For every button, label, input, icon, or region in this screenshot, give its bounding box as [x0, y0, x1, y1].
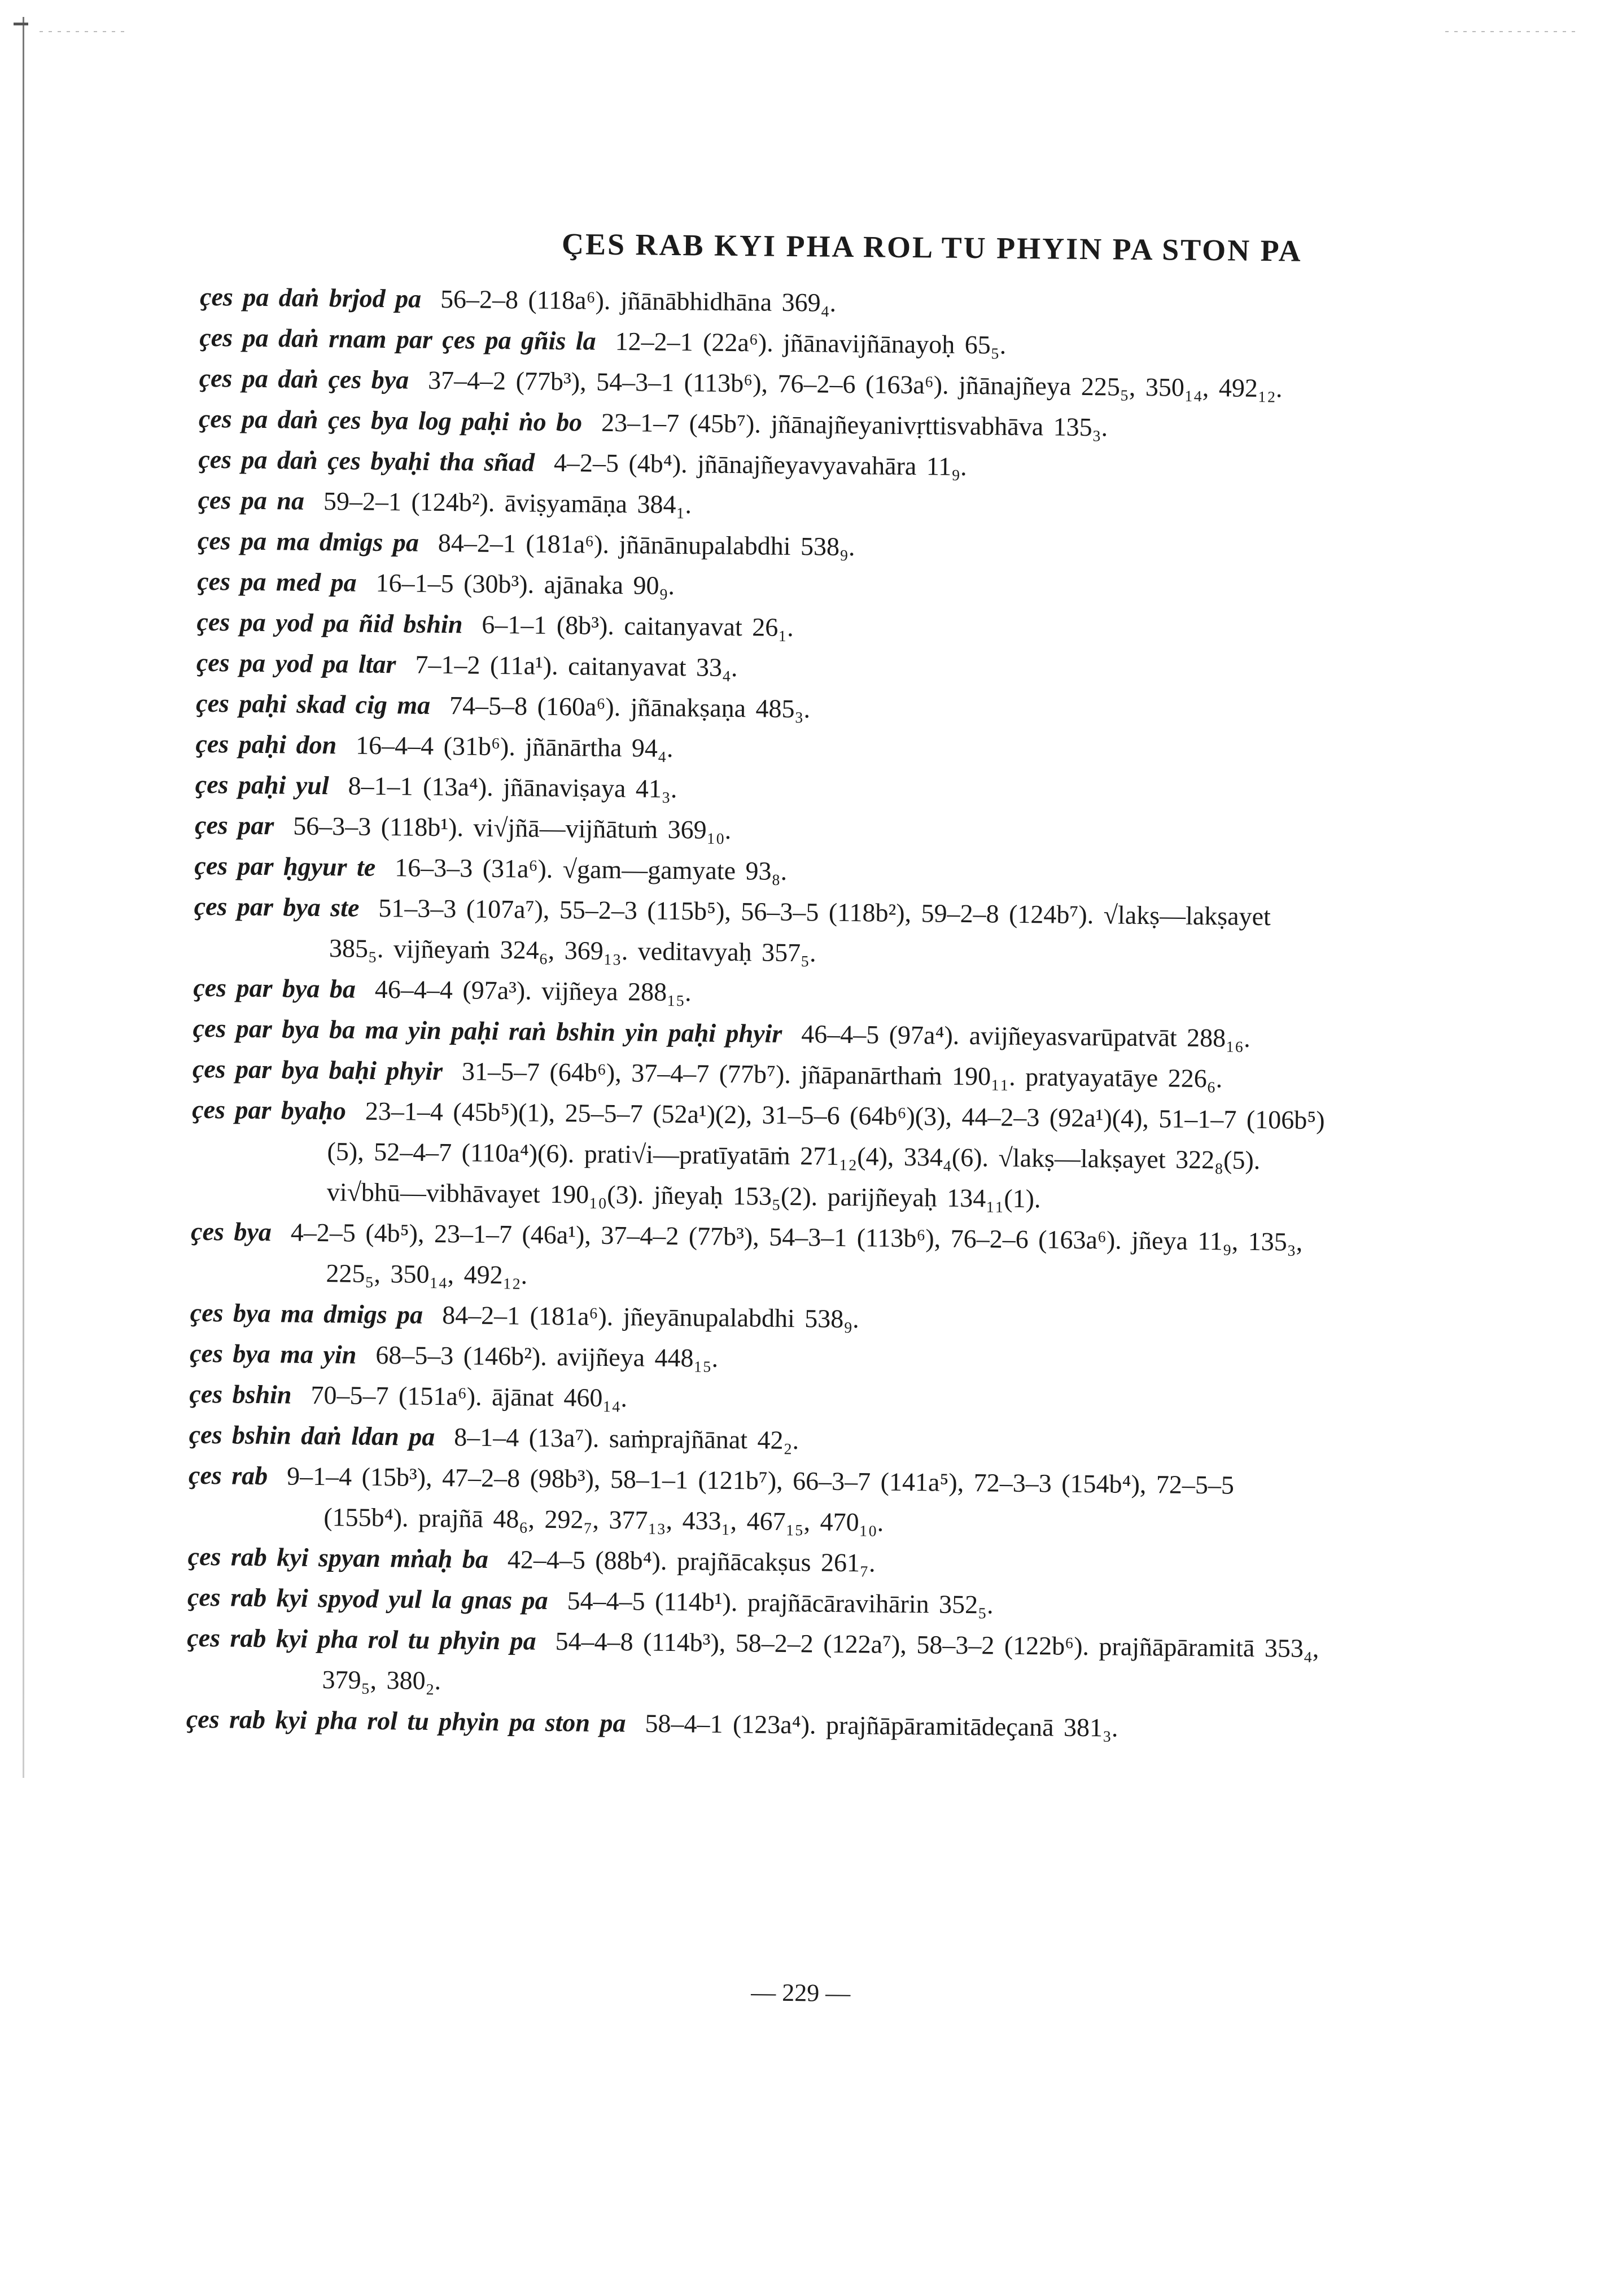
- entry-references: 56–2–8 (118a⁶). jñānābhidhāna 369₄.: [440, 284, 837, 317]
- entry-references: 4–2–5 (4b⁵), 23–1–7 (46a¹), 37–4–2 (77b³), 54–3–1 (113b⁶), 76–2–6 (163a⁶). jñeya 11₉, 135₃, 225₅, 350₁₄, 492₁₂.: [290, 1217, 1303, 1290]
- entry-references: 31–5–7 (64b⁶), 37–4–7 (77b⁷). jñāpanārthaṁ 190₁₁. pratyayatāye 226₆.: [461, 1057, 1223, 1093]
- dictionary-entry: [190, 1211, 1326, 1303]
- entry-headword: ҫes bya: [190, 1216, 272, 1247]
- entry-headword: ҫes paḥi yul: [195, 769, 329, 800]
- entry-headword: ҫes par bya ba: [193, 972, 356, 1004]
- entry-headword: ҫes pa daṅ brjod pa: [199, 282, 422, 313]
- entry-headword: ҫes pa med pa: [197, 566, 357, 597]
- entry-references: 7–1–2 (11a¹). caitanyavat 33₄.: [415, 650, 738, 682]
- entry-headword: ҫes paḥi skad cig ma: [195, 688, 431, 720]
- entry-headword: ҫes pa daṅ rnam par ҫes pa gñis la: [199, 322, 596, 356]
- entry-headword: ҫes bshin daṅ ldan pa: [189, 1419, 435, 1451]
- entry-headword: ҫes pa ma dmigs pa: [197, 525, 419, 557]
- entry-list: [186, 277, 1335, 1750]
- entry-references: 46–4–5 (97a⁴). avijñeyasvarūpatvāt 288₁₆.: [801, 1019, 1250, 1053]
- entry-references: 70–5–7 (151a⁶). ājānat 460₁₄.: [311, 1380, 628, 1413]
- entry-references: 56–3–3 (118b¹). vi√jñā—vijñātuṁ 369₁₀.: [293, 811, 732, 844]
- entry-headword: ҫes pa daṅ ҫes bya log paḥi ṅo bo: [198, 404, 583, 437]
- entry-references: 4–2–5 (4b⁴). jñānajñeyavyavahāra 11₉.: [553, 448, 967, 481]
- entry-headword: ҫes pa yod pa ltar: [196, 647, 396, 679]
- entry-references: 54–4–5 (114b¹). prajñācāravihārin 352₅.: [567, 1586, 994, 1619]
- entry-references: 8–1–1 (13a⁴). jñānaviṣaya 41₃.: [348, 771, 677, 804]
- entry-references: 42–4–5 (88b⁴). prajñācakṣus 261₇.: [507, 1545, 876, 1578]
- entry-headword: ҫes paḥi don: [195, 729, 337, 760]
- entry-references: 23–1–4 (45b⁵)(1), 25–5–7 (52a¹)(2), 31–5–6 (64b⁶)(3), 44–2–3 (92a¹)(4), 51–1–7 (106b⁵)(5), 52–4–7 (110a⁴)(6). prati√i—pratīyatāṁ 271₁₂(4), 334₄(6). √lakṣ—lakṣayet 322₈(5). vi√bhū—vibhāvayet 190₁₀(3). jñeyaḥ 153₅(2). parijñeyaḥ 134₁₁(1).: [326, 1096, 1325, 1213]
- entry-references: 16–4–4 (31b⁶). jñānārtha 94₄.: [355, 730, 674, 763]
- entry-references: 46–4–4 (97a³). vijñeya 288₁₅.: [374, 974, 692, 1007]
- entry-headword: ҫes par: [194, 810, 274, 840]
- entry-headword: ҫes bya ma dmigs pa: [190, 1298, 423, 1329]
- page-number: — 229 —: [751, 1978, 851, 2008]
- entry-headword: ҫes bshin: [189, 1379, 292, 1409]
- entry-headword: ҫes pa yod pa ñid bshin: [196, 607, 463, 639]
- entry-references: 59–2–1 (124b²). āviṣyamāṇa 384₁.: [323, 487, 692, 519]
- dictionary-entry: [188, 1455, 1323, 1547]
- running-header: ÇES RAB KYI PHA ROL TU PHYIN PA STON PA: [561, 227, 1302, 268]
- entry-headword: ҫes rab kyi spyan mṅaḥ ba: [187, 1541, 489, 1574]
- entry-references: 51–3–3 (107a⁷), 55–2–3 (115b⁵), 56–3–5 (118b²), 59–2–8 (124b⁷). √lakṣ—lakṣayet 385₅. vijñeyaṁ 324₆, 369₁₃. veditavyaḥ 357₅.: [329, 893, 1271, 967]
- entry-headword: ҫes rab kyi pha rol tu phyin pa ston pa: [186, 1704, 626, 1738]
- entry-references: 9–1–4 (15b³), 47–2–8 (98b³), 58–1–1 (121b⁷), 66–3–7 (141a⁵), 72–3–3 (154b⁴), 72–5–5 (155b⁴). prajñā 48₆, 292₇, 377₁₃, 433₁, 467₁₅, 470₁₀.: [286, 1461, 1235, 1537]
- entry-headword: ҫes pa daṅ ҫes byaḥi tha sñad: [198, 444, 535, 477]
- entry-references: 54–4–8 (114b³), 58–2–2 (122a⁷), 58–3–2 (122b⁶). prajñāpāramitā 353₄, 379₅, 380₂.: [322, 1627, 1319, 1695]
- entry-headword: ҫes par ḥgyur te: [194, 851, 376, 882]
- dictionary-entry: [194, 886, 1329, 978]
- entry-references: 8–1–4 (13a⁷). saṁprajñānat 42₂.: [454, 1422, 799, 1455]
- entry-headword: ҫes par byaḥo: [192, 1094, 347, 1125]
- entry-references: 84–2–1 (181a⁶). jñānānupalabdhi 538₉.: [438, 528, 855, 562]
- entry-headword: ҫes pa daṅ ҫes bya: [199, 363, 409, 395]
- entry-references: 12–2–1 (22a⁶). jñānavijñānayoḥ 65₅.: [615, 326, 1007, 360]
- dictionary-entry: [186, 1618, 1322, 1710]
- entry-references: 74–5–8 (160a⁶). jñānakṣaṇa 485₃.: [449, 691, 811, 724]
- entry-references: 6–1–1 (8b³). caitanyavat 26₁.: [482, 610, 794, 642]
- entry-headword: ҫes par bya baḥi phyir: [192, 1054, 443, 1086]
- dictionary-entry: [191, 1089, 1327, 1222]
- entry-references: 16–1–5 (30b³). ajānaka 90₉.: [375, 568, 675, 600]
- entry-headword: ҫes rab: [188, 1460, 268, 1491]
- entry-references: 58–4–1 (123a⁴). prajñāpāramitādeҫanā 381₃.: [645, 1708, 1118, 1742]
- entry-references: 16–3–3 (31a⁶). √gam—gamyate 93₈.: [394, 853, 788, 886]
- entry-headword: ҫes par bya ba ma yin paḥi raṅ bshin yin paḥi phyir: [193, 1013, 782, 1048]
- entry-references: 68–5–3 (146b²). avijñeya 448₁₅.: [375, 1340, 719, 1373]
- entry-references: 84–2–1 (181a⁶). jñeyānupalabdhi 538₉.: [441, 1300, 860, 1334]
- entry-headword: ҫes pa na: [198, 485, 305, 515]
- entry-headword: ҫes par bya ste: [194, 891, 360, 922]
- entry-headword: ҫes rab kyi spyod yul la gnas pa: [187, 1582, 548, 1615]
- entry-headword: ҫes rab kyi pha rol tu phyin pa: [187, 1623, 536, 1655]
- entry-references: 23–1–7 (45b⁷). jñānajñeyanivṛttisvabhāva 135₃.: [601, 408, 1108, 442]
- entry-headword: ҫes bya ma yin: [189, 1338, 357, 1369]
- entry-references: 37–4–2 (77b³), 54–3–1 (113b⁶), 76–2–6 (163a⁶). jñānajñeya 225₅, 350₁₄, 492₁₂.: [427, 365, 1283, 403]
